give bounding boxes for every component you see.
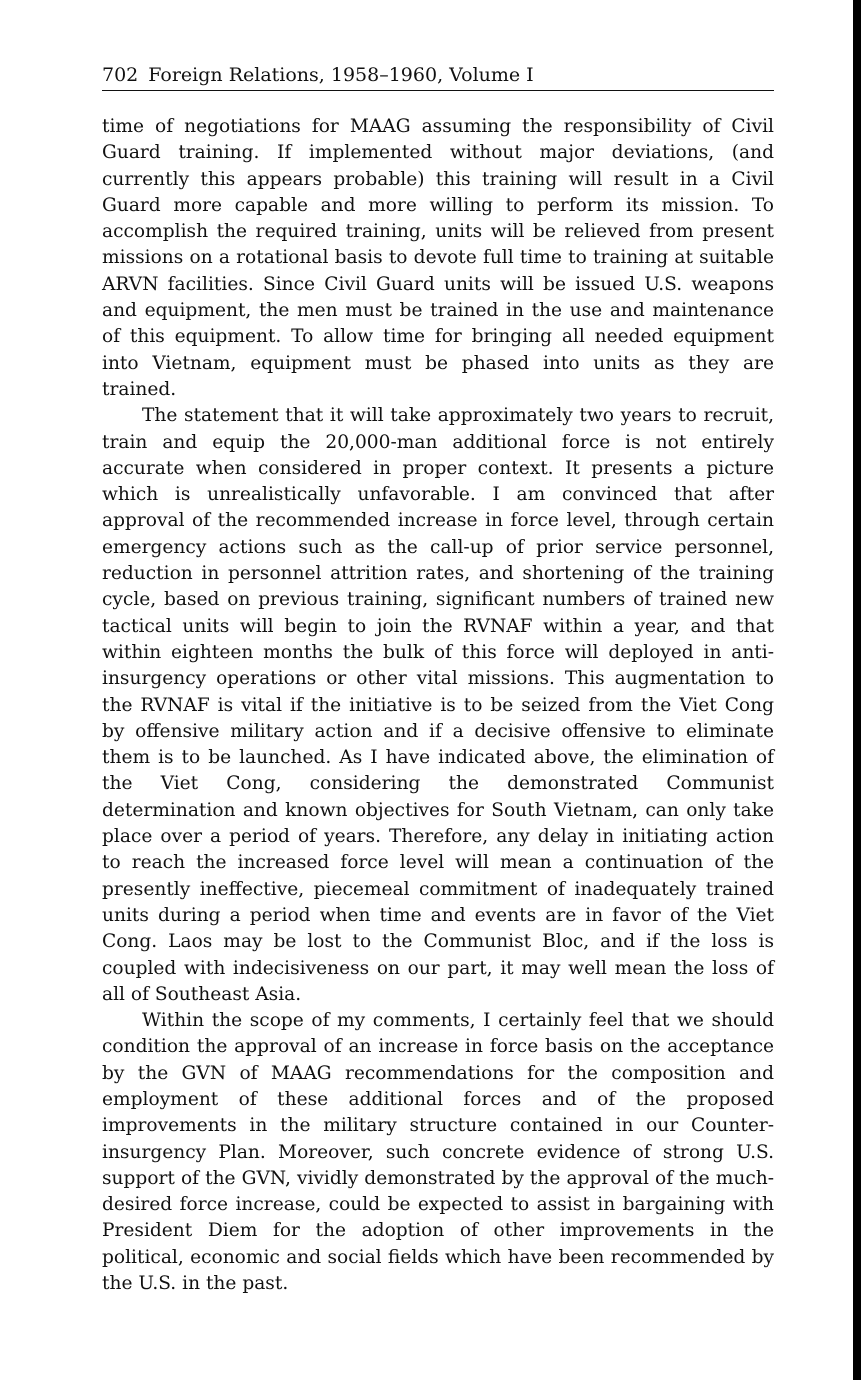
- paragraph-continued: time of negotiations for MAAG assuming the responsibility of Civil Guard training. If implemented without major deviations, (and currently this appears probable) this training will result in a Civil Guard more capable and more willing to perform its mission. To accomplish the required training, units will be relieved from present missions on a rotational basis to devote full time to training at suitable ARVN facilities. Since Civil Guard units will be issued U.S. weapons and equipment, the men must be trained in the use and maintenance of this equipment. To allow time for bringing all needed equipment into Vietnam, equipment must be phased into units as they are trained.: [102, 116, 774, 400]
- page-number: 702: [102, 64, 139, 86]
- paragraph-force-level: The statement that it will take approximately two years to recruit, train and equip the 20,000-man additional force is not entirely accurate when considered in proper context. It presents a picture which is unrealistically unfavorable. I am convinced that after approval of the recommended increase in force level, through certain emergency actions such as the call-up of prior service personnel, reduction in personnel attrition rates, and shortening of the training cycle, based on previous training, significant numbers of trained new tactical units will begin to join the RVNAF within a year, and that within eighteen months the bulk of this force will deployed in anti-insurgency operations or other vital missions. This augmentation to the RVNAF is vital if the initiative is to be seized from the Viet Cong by offensive military action and if a decisive offensive to eliminate them is to be launched. As I have indicated above, the elimination of the Viet Cong, considering the demonstrated Communist determination and known objectives for South Vietnam, can only take place over a period of years. Therefore, any delay in initiating action to reach the increased force level will mean a continuation of the presently ineffective, piecemeal commitment of inadequately trained units during a period when time and events are in favor of the Viet Cong. Laos may be lost to the Communist Bloc, and if the loss is coupled with indecisiveness on our part, it may well mean the loss of all of Southeast Asia.: [102, 405, 774, 1005]
- running-title: Foreign Relations, 1958–1960, Volume I: [148, 64, 534, 86]
- page-edge: [853, 0, 861, 1380]
- running-header: [102, 64, 774, 91]
- body-text: [102, 114, 774, 1297]
- paragraph-conditions: Within the scope of my comments, I certainly feel that we should condition the approval of an increase in force basis on the acceptance by the GVN of MAAG recommendations for the composition and employment of these additional forces and of the proposed improvements in the military structure contained in our Counter-insurgency Plan. Moreover, such concrete evidence of strong U.S. support of the GVN, vividly demonstrated by the approval of the much-desired force increase, could be expected to assist in bargaining with President Diem for the adoption of other improvements in the political, economic and social fields which have been recommended by the U.S. in the past.: [102, 1010, 774, 1295]
